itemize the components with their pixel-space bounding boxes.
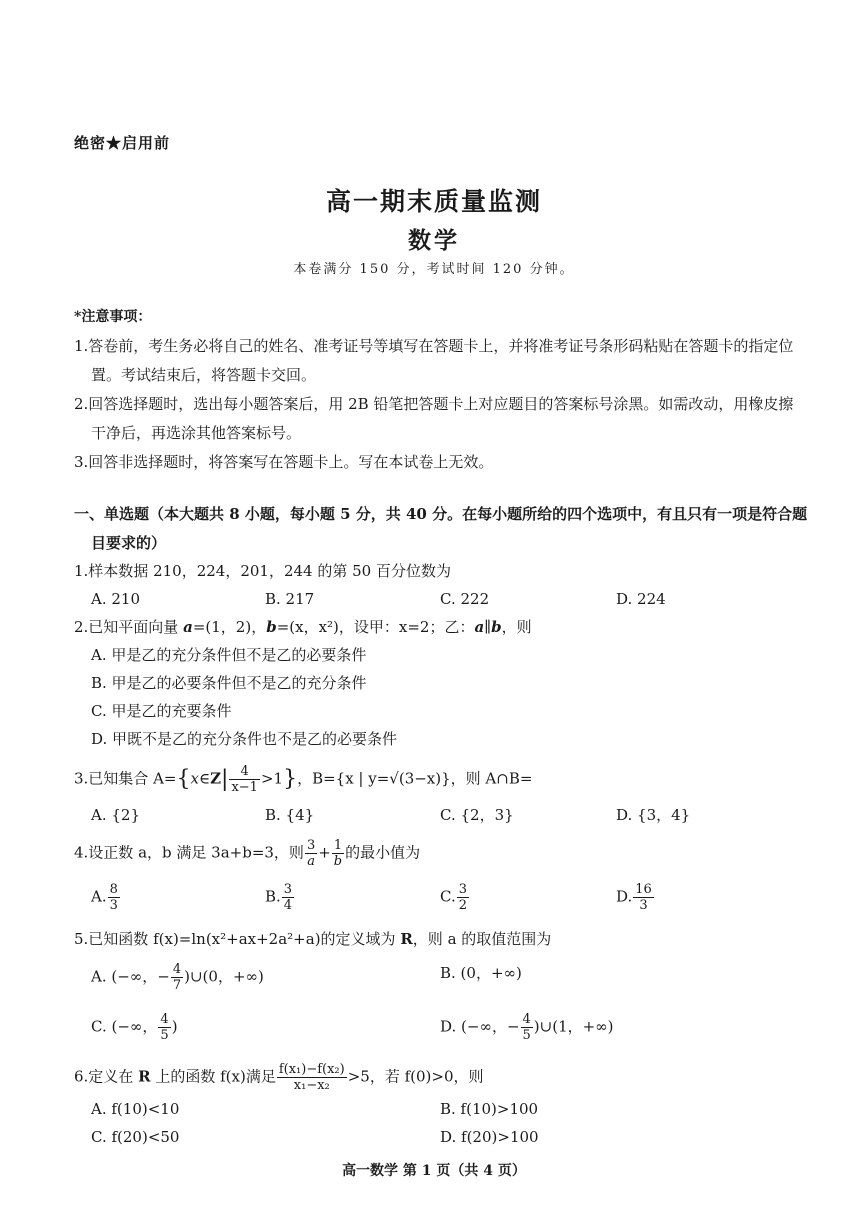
q5-text: 5.已知函数 f(x)=ln(x²+ax+2a²+a)的定义域为 [74, 930, 401, 948]
q5-option-b: B. (0，+∞) [440, 964, 522, 982]
q3-text: 3.已知集合 A= [74, 769, 177, 788]
q5-text: ，则 a 的取值范围为 [412, 930, 552, 948]
exam-title: 高一期末质量监测 [325, 187, 542, 216]
q6-text: 6.定义在 [74, 1067, 139, 1086]
q6-option-a: A. f(10)<10 [91, 1100, 180, 1118]
score-note: 本卷满分 150 分，考试时间 120 分钟。 [293, 262, 575, 277]
fraction-numerator: 16 [635, 882, 652, 897]
q2-text: =(x，x²)，设甲：x=2；乙： [276, 618, 475, 636]
real-set-symbol: R [400, 930, 413, 948]
q5-option-c [91, 1012, 178, 1043]
option-fraction [521, 1012, 533, 1043]
q4-plus: + [318, 843, 331, 862]
q2-vector-a: a [183, 618, 193, 636]
q6-option-d: D. f(20)>100 [440, 1128, 539, 1146]
q2-text: ，则 [501, 618, 532, 636]
fraction-denominator: b [333, 854, 343, 869]
option-text: )∪(1，+∞) [533, 1017, 614, 1036]
option-fraction [457, 882, 469, 913]
option-text: C. (−∞， [91, 1017, 158, 1036]
q3-text: >1 [260, 769, 284, 788]
q2-option-b: B. 甲是乙的必要条件但不是乙的充分条件 [91, 674, 367, 692]
q6-option-c: C. f(20)<50 [91, 1128, 180, 1146]
q5-option-a [91, 962, 264, 993]
fraction-numerator: 4 [172, 962, 182, 977]
option-text: ) [171, 1017, 178, 1036]
option-fraction [633, 882, 654, 913]
fraction-numerator: f(x₁)−f(x₂) [278, 1062, 345, 1077]
q4-option-b [265, 882, 295, 913]
q1-option-b: B. 217 [265, 590, 315, 608]
fraction-numerator: 4 [160, 1012, 169, 1027]
fraction-numerator: 8 [109, 882, 118, 897]
q2-vector-b: b [491, 618, 502, 636]
q3-fraction [229, 764, 260, 795]
notice-item: 3.回答非选择题时，将答案写在答题卡上。写在本试卷上无效。 [74, 453, 494, 471]
fraction-denominator: x₁−x₂ [293, 1078, 330, 1093]
fraction-denominator: 7 [172, 978, 182, 993]
q5-option-d [440, 1012, 614, 1043]
q3-option-c: C. {2，3} [440, 806, 514, 824]
q3-text: x∈ [190, 769, 211, 788]
integer-set-symbol: Z [210, 769, 222, 788]
q3-option-a: A. {2} [91, 806, 140, 824]
option-label: C. [440, 887, 456, 906]
notice-item: 1.答卷前，考生务必将自己的姓名、准考证号等填写在答题卡上，并将准考证号条形码粘贴在答题卡的指定位置。考试结束后，将答题卡交回。 [74, 337, 794, 384]
q6-option-b: B. f(10)>100 [440, 1100, 539, 1118]
fraction-denominator: 3 [109, 898, 118, 913]
q2-text: =(1，2)， [192, 618, 267, 636]
fraction-denominator: 3 [639, 898, 648, 913]
secret-label: 绝密★启用前 [74, 134, 171, 152]
fraction-denominator: 5 [160, 1028, 169, 1043]
fraction-denominator: x−1 [231, 780, 258, 795]
q6-fraction [277, 1062, 347, 1093]
q6-text: 上的函数 f(x)满足 [150, 1067, 276, 1086]
q4-fraction [332, 838, 344, 869]
fraction-numerator: 3 [283, 882, 293, 897]
option-fraction [108, 882, 120, 913]
notice-list [74, 332, 804, 477]
left-brace: { [176, 766, 191, 792]
fraction-denominator: 5 [522, 1028, 531, 1043]
q3-text: ，B={x | y=√(3−x)}，则 A∩B= [297, 769, 533, 788]
option-text: )∪(0，+∞) [184, 967, 264, 986]
q3-option-b: B. {4} [265, 806, 315, 824]
right-brace: } [283, 766, 298, 792]
q2-option-d: D. 甲既不是乙的充分条件也不是乙的必要条件 [91, 730, 398, 748]
q4-option-d [616, 882, 655, 913]
q4-text: 的最小值为 [345, 843, 421, 862]
fraction-denominator: 2 [458, 898, 467, 913]
fraction-numerator: 4 [229, 764, 260, 780]
option-fraction [158, 1012, 170, 1043]
q3-bar: | [221, 766, 229, 792]
fraction-denominator: 4 [283, 898, 293, 913]
option-text: A. (−∞，− [91, 967, 170, 986]
q2-text: 2.已知平面向量 [74, 618, 184, 636]
question-1-stem: 1.样本数据 210，224，201，244 的第 50 百分位数为 [74, 562, 451, 580]
option-fraction [171, 962, 183, 993]
page-footer: 高一数学 第 1 页（共 4 页） [342, 1163, 526, 1179]
option-label: D. [616, 887, 633, 906]
section-heading: 一、单选题（本大题共 8 小题，每小题 5 分，共 40 分。在每小题所给的四个选项中，有且只有一项是符合题目要求的） [74, 505, 808, 552]
q2-vector-a: a [474, 618, 485, 636]
question-5-stem [74, 928, 814, 950]
q3-option-d: D. {3，4} [616, 806, 691, 824]
exam-subject: 数学 [408, 227, 460, 254]
notice-item: 2.回答选择题时，选出每小题答案后，用 2B 铅笔把答题卡上对应题目的答案标号涂黑。如需改动，用橡皮擦干净后，再选涂其他答案标号。 [74, 395, 794, 442]
fraction-numerator: 1 [332, 838, 344, 854]
q2-parallel-sign: ∥ [484, 618, 492, 636]
fraction-numerator: 3 [458, 882, 467, 897]
option-fraction [282, 882, 294, 913]
q1-option-d: D. 224 [616, 590, 666, 608]
fraction-numerator: 3 [306, 838, 316, 853]
question-6-stem [74, 1062, 814, 1093]
q4-option-a [91, 882, 121, 913]
question-4-stem [74, 838, 814, 869]
q2-vector-b: b [266, 618, 277, 636]
q6-text: >5，若 f(0)>0，则 [347, 1067, 484, 1086]
q4-text: 4.设正数 a，b 满足 3a+b=3，则 [74, 843, 304, 862]
option-text: D. (−∞，− [440, 1017, 520, 1036]
question-3-stem [74, 764, 814, 795]
fraction-numerator: 4 [522, 1012, 531, 1027]
real-set-symbol: R [138, 1067, 151, 1086]
q2-option-c: C. 甲是乙的充要条件 [91, 702, 232, 720]
fraction-denominator: a [307, 854, 315, 869]
option-label: B. [265, 887, 281, 906]
option-label: A. [91, 887, 107, 906]
q1-option-a: A. 210 [91, 590, 140, 608]
q4-option-c [440, 882, 470, 913]
question-2-stem [74, 616, 814, 638]
q4-fraction [305, 838, 317, 869]
q2-option-a: A. 甲是乙的充分条件但不是乙的必要条件 [91, 646, 367, 664]
q1-option-c: C. 222 [440, 590, 490, 608]
notice-title: *注意事项： [74, 309, 152, 325]
